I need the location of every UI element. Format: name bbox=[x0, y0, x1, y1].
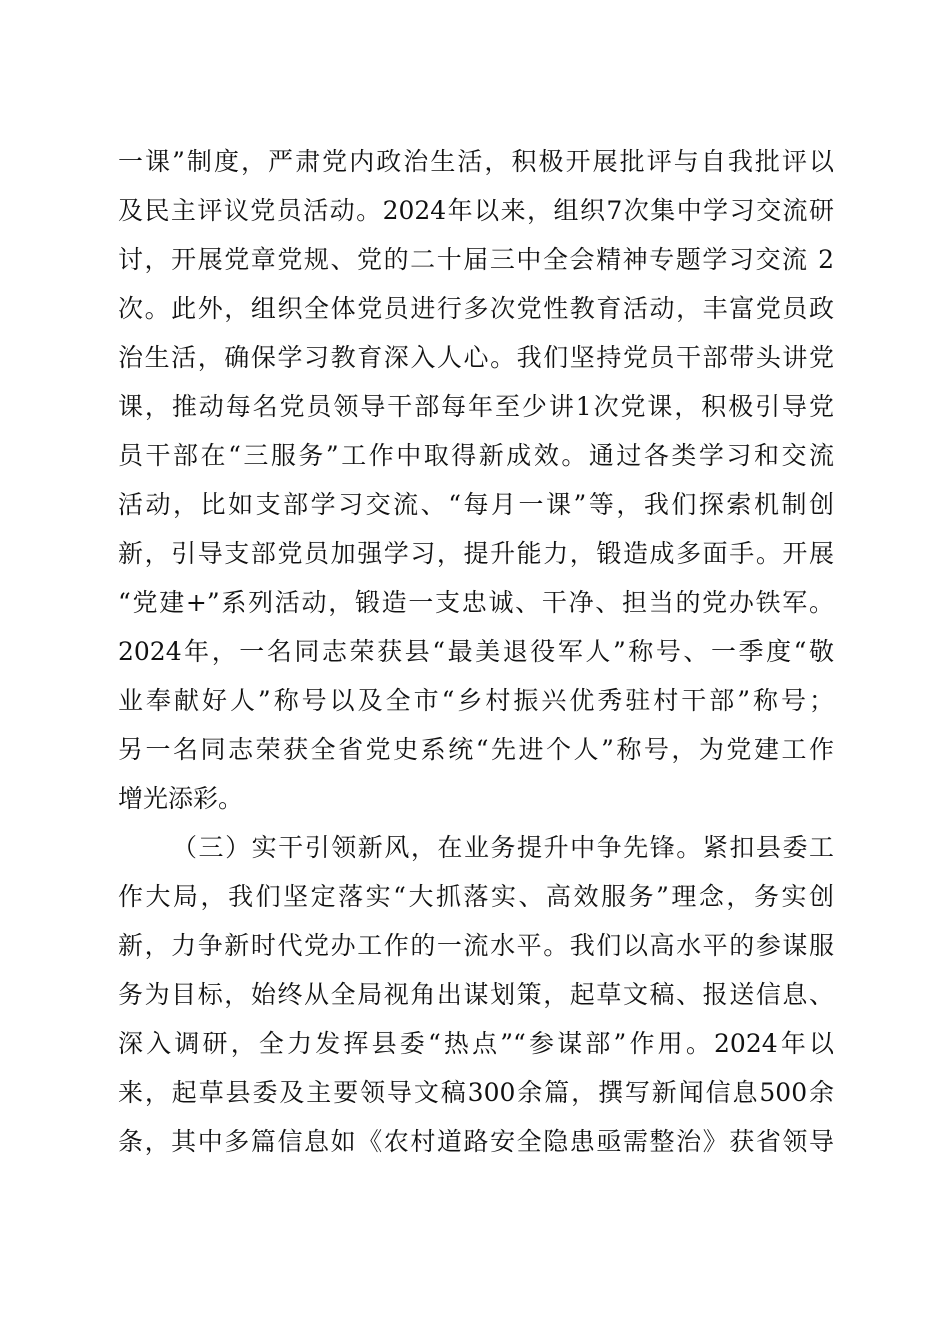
text-line: 来，起草县委及主要领导文稿300余篇，撰写新闻信息500余 bbox=[118, 1078, 834, 1107]
text-line: 务为目标，始终从全局视角出谋划策，起草文稿、报送信息、 bbox=[118, 980, 834, 1009]
text-line: 课，推动每名党员领导干部每年至少讲1次党课，积极引导党 bbox=[118, 392, 834, 421]
text-line: 作大局，我们坚定落实“大抓落实、高效服务”理念，务实创 bbox=[118, 882, 834, 911]
text-line: 另一名同志荣获全省党史系统“先进个人”称号，为党建工作 bbox=[118, 735, 834, 764]
section-heading-line: （三）实干引领新风，在业务提升中争先锋。紧扣县委工 bbox=[172, 833, 834, 862]
text-line: 业奉献好人”称号以及全市“乡村振兴优秀驻村干部”称号； bbox=[118, 686, 834, 715]
text-line: 治生活，确保学习教育深入人心。我们坚持党员干部带头讲党 bbox=[118, 343, 834, 372]
text-line: “党建+”系列活动，锻造一支忠诚、干净、担当的党办铁军。 bbox=[118, 588, 834, 617]
text-line: 条，其中多篇信息如《农村道路安全隐患亟需整治》获省领导 bbox=[118, 1127, 834, 1156]
text-line: 深入调研，全力发挥县委“热点”“参谋部”作用。2024年以 bbox=[118, 1029, 834, 1058]
text-line: 活动，比如支部学习交流、“每月一课”等，我们探索机制创 bbox=[118, 490, 834, 519]
text-line: 员干部在“三服务”工作中取得新成效。通过各类学习和交流 bbox=[118, 441, 834, 470]
paragraph-last-line: 增光添彩。 bbox=[118, 784, 244, 813]
text-line: 新，引导支部党员加强学习，提升能力，锻造成多面手。开展 bbox=[118, 539, 834, 568]
text-line: 次。此外，组织全体党员进行多次党性教育活动，丰富党员政 bbox=[118, 294, 834, 323]
text-line: 2024年，一名同志荣获县“最美退役军人”称号、一季度“敬 bbox=[118, 637, 834, 666]
text-line: 讨，开展党章党规、党的二十届三中全会精神专题学习交流 2 bbox=[118, 245, 834, 274]
text-line: 一课”制度，严肃党内政治生活，积极开展批评与自我批评以 bbox=[118, 147, 834, 176]
text-line: 及民主评议党员活动。2024年以来，组织7次集中学习交流研 bbox=[118, 196, 834, 225]
text-line: 新，力争新时代党办工作的一流水平。我们以高水平的参谋服 bbox=[118, 931, 834, 960]
